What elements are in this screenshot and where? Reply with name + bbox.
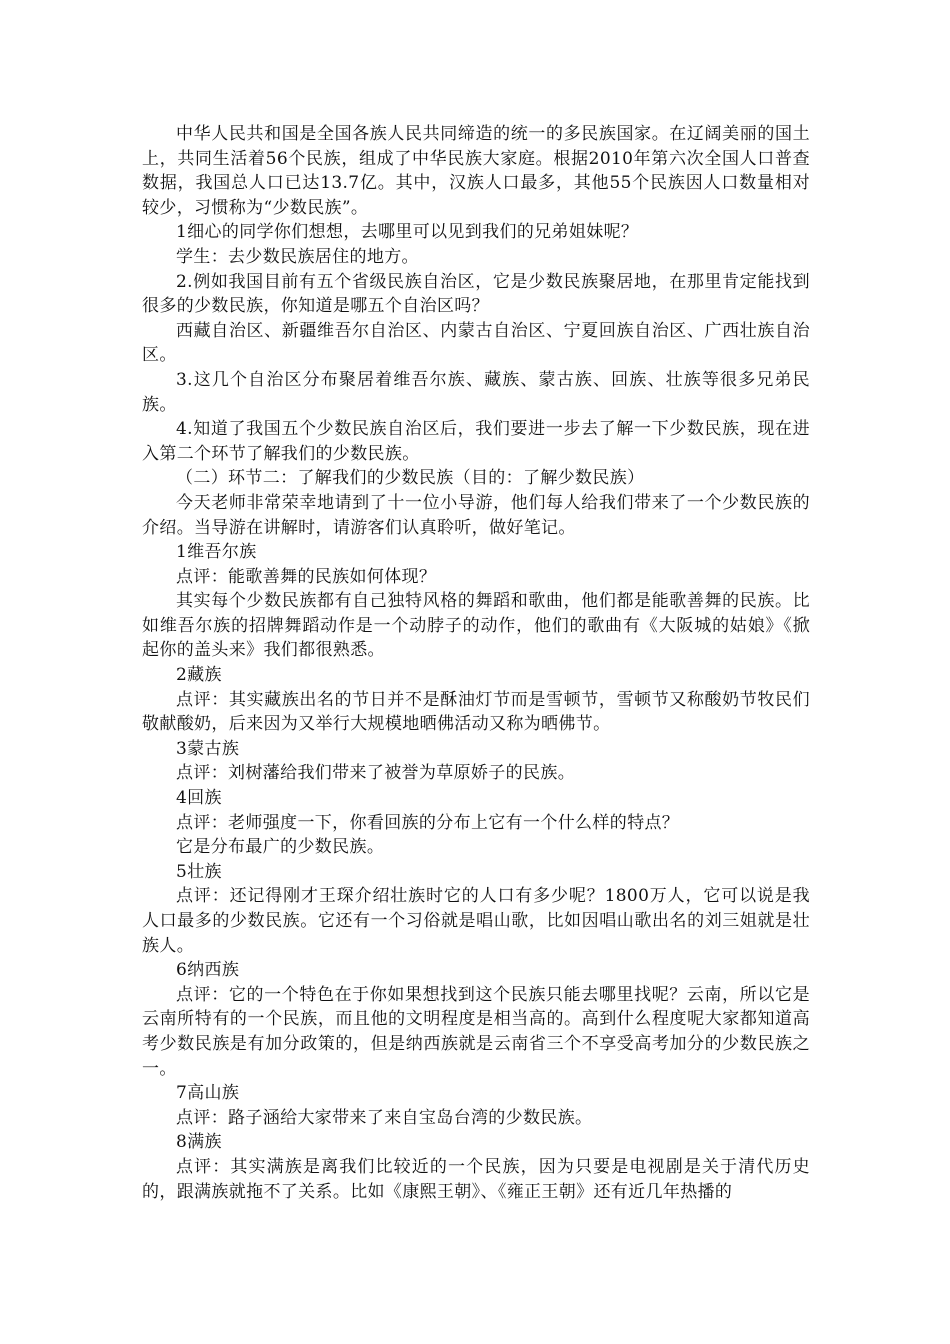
tour-guide-intro: 今天老师非常荣幸地请到了十一位小导游，他们每人给我们带来了一个少数民族的介绍。当导游在讲解时，请游客们认真聆听，做好笔记。 [142,492,810,538]
ethnic-group-heading: 8满族 [176,1132,222,1153]
ethnic-group-heading: 7高山族 [176,1083,240,1104]
comment-paragraph: 点评：还记得刚才王琛介绍壮族时它的人口有多少呢？1800万人，它可以说是我人口最多的少数民族。它还有一个习俗就是唱山歌，比如因唱山歌出名的刘三姐就是壮族人。 [142,886,810,956]
ethnic-group-heading: 3蒙古族 [176,738,240,759]
student-answer: 学生：去少数民族居住的地方。 [176,246,419,267]
body-paragraph: 其实每个少数民族都有自己独特风格的舞蹈和歌曲，他们都是能歌善舞的民族。比如维吾尔族的招牌舞蹈动作是一个动脖子的动作，他们的歌曲有《大阪城的姑娘》《掀起你的盖头来》我们都很熟悉。 [142,591,810,661]
autonomous-regions-list: 西藏自治区、新疆维吾尔自治区、内蒙古自治区、宁夏回族自治区、广西壮族自治区。 [142,320,810,366]
question-2: 2.例如我国目前有五个省级民族自治区，它是少数民族聚居地，在那里肯定能找到很多的少数民族，你知道是哪五个自治区吗？ [142,271,810,317]
comment-paragraph: 点评：老师强度一下，你看回族的分布上它有一个什么样的特点？ [176,812,680,833]
ethnic-group-heading: 1维吾尔族 [176,542,257,563]
question-1: 1细心的同学你们想想，去哪里可以见到我们的兄弟姐妹呢？ [176,222,639,243]
comment-paragraph: 点评：其实满族是离我们比较近的一个民族，因为只要是电视剧是关于清代历史的，跟满族就拖不了关系。比如《康熙王朝》、《雍正王朝》还有近几年热播的 [142,1156,810,1202]
comment-paragraph: 点评：能歌善舞的民族如何体现？ [176,566,437,587]
body-paragraph: 它是分布最广的少数民族。 [176,837,385,858]
intro-paragraph: 中华人民共和国是全国各族人民共同缔造的统一的多民族国家。在辽阔美丽的国土上，共同生活着56个民族，组成了中华民族大家庭。根据2010年第六次全国人口普查数据，我国总人口已达13.7亿。其中，汉族人口最多，其他55个民族因人口数量相对较少，习惯称为“少数民族”。 [142,124,810,218]
document-body [142,122,810,1204]
comment-paragraph: 点评：其实藏族出名的节日并不是酥油灯节而是雪顿节，雪顿节又称酸奶节牧民们敬献酸奶，后来因为又举行大规模地晒佛活动又称为晒佛节。 [142,689,810,735]
ethnic-group-heading: 5壮族 [176,861,222,882]
comment-paragraph: 点评：刘树藩给我们带来了被誉为草原娇子的民族。 [176,763,576,784]
ethnic-group-heading: 4回族 [176,788,222,809]
section-heading: （二）环节二：了解我们的少数民族（目的：了解少数民族） [176,468,645,489]
ethnic-group-heading: 6纳西族 [176,960,240,981]
point-4: 4.知道了我国五个少数民族自治区后，我们要进一步去了解一下少数民族，现在进入第二个环节了解我们的少数民族。 [142,419,810,464]
comment-paragraph: 点评：路子涵给大家带来了来自宝岛台湾的少数民族。 [176,1107,593,1128]
point-3: 3.这几个自治区分布聚居着维吾尔族、藏族、蒙古族、回族、壮族等很多兄弟民族。 [142,369,810,415]
ethnic-group-heading: 2藏族 [176,665,222,686]
comment-paragraph: 点评：它的一个特色在于你如果想找到这个民族只能去哪里找呢？云南，所以它是云南所特有的一个民族，而且他的文明程度是相当高的。高到什么程度呢大家都知道高考少数民族是有加分政策的，但是纳西族就是云南省三个不享受高考加分的少数民族之一。 [142,984,810,1079]
